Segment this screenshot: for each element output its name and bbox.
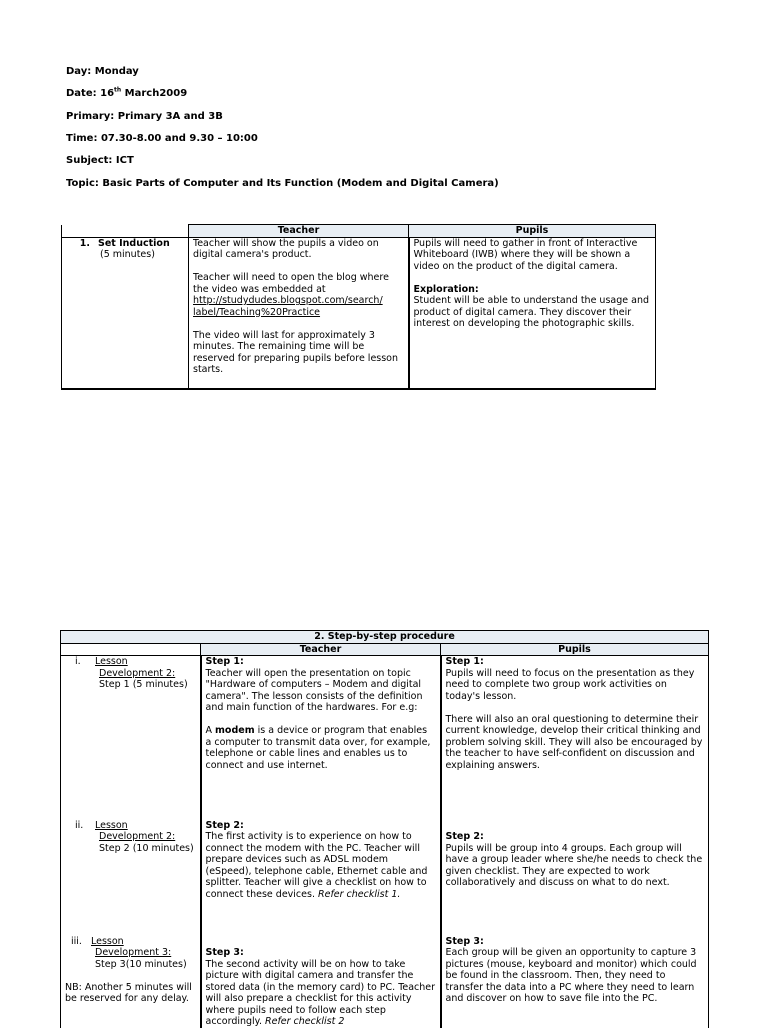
time-line: Time: 07.30-8.00 and 9.30 – 10:00 [66, 133, 258, 144]
date-line: Date: 16th March2009 [66, 86, 188, 99]
set-induction-pupils-cell: Pupils will need to gather in front of Interactive Whiteboard (IWB) where they will be shown a video on the product of the digital camera. Exploration: Student will be able to understand the usage and product of digital camera. They discover their interest on developing the photographic skills. [409, 237, 656, 389]
step-by-step-table [60, 630, 709, 1028]
table1-header-pupils: Pupils [409, 225, 656, 238]
step-by-step-title: 2. Step-by-step procedure [61, 631, 709, 644]
set-induction-duration: (5 minutes) [100, 249, 155, 260]
pupils-step-cell: Step 3: Each group will be given an opportunity to capture 3 pictures (mouse, keyboard and monitor) which could be found in the classroom. Then, they need to transfer the data into a PC where they need to learn and discover on how to save file into the PC. [441, 936, 709, 1028]
blog-link[interactable]: http://studydudes.blogspot.com/search/ label/Teaching%20Practice [193, 295, 383, 318]
set-induction-table [61, 224, 656, 390]
item-number: 1. [79, 237, 90, 249]
lesson-label-cell: ii. Lesson Development 2: Step 2 (10 minutes) [61, 820, 201, 936]
lesson-label-cell: iii. Lesson Development 3: Step 3(10 minutes) NB: Another 5 minutes will be reserved for any delay. [61, 936, 201, 1028]
lesson-label-cell: i. Lesson Development 2: Step 1 (5 minutes) [61, 656, 201, 820]
table1-blank-header [62, 225, 189, 238]
table2-header-teacher: Teacher [201, 643, 441, 656]
set-induction-label-cell [62, 237, 189, 389]
pupils-step-cell: Step 1: Pupils will need to focus on the presentation as they need to complete two group work activities on today's lesson. There will also an oral questioning to determine their current knowledge, develop their critical thinking and problem solving skill. They will also be encouraged by the teacher to have self-confident on discussion and explaining answers. [441, 656, 709, 820]
subject-line: Subject: ICT [66, 155, 134, 166]
table1-header-teacher: Teacher [189, 225, 409, 238]
teacher-step-cell: Step 1: Teacher will open the presentation on topic "Hardware of computers – Modem and digital camera". The lesson consists of the definition and main function of the hardwares. For e.g: A modem is a device or program that enables a computer to transmit data over, for example, telephone or cable lines and enables us to connect and use internet. [201, 656, 441, 820]
table2-blank-header [61, 643, 201, 656]
delay-note: NB: Another 5 minutes will be reserved for any delay. [65, 981, 192, 1004]
primary-line: Primary: Primary 3A and 3B [66, 111, 223, 122]
day-line: Day: Monday [66, 66, 139, 77]
teacher-step-cell: Step 2: The first activity is to experience on how to connect the modem with the PC. Teacher will prepare devices such as ADSL modem (eSpeed), telephone cable, Ethernet cable and splitter. Teacher will give a checklist on how to connect these devices. Refer checklist 1. [201, 820, 441, 936]
pupils-step-cell: Step 2: Pupils will be group into 4 groups. Each group will have a group leader where she/he needs to check the given checklist. They are expected to work collaboratively and discuss on what to do next. [441, 820, 709, 936]
set-induction-title: Set Induction [98, 237, 170, 249]
topic-line: Topic: Basic Parts of Computer and Its Function (Modem and Digital Camera) [66, 178, 499, 189]
teacher-step-cell: Step 3: The second activity will be on how to take picture with digital camera and transfer the stored data (in the memory card) to PC. Teacher will also prepare a checklist for this activity where pupils need to follow each step accordingly. Refer checklist 2 [201, 936, 441, 1028]
set-induction-teacher-cell: Teacher will show the pupils a video on digital camera's product. Teacher will need to open the blog where the video was embedded at http://studydudes.blogspot.com/search/ label/Teaching%20Practice The video will last for approximately 3 minutes. The remaining time will be reserved for preparing pupils before lesson starts. [189, 237, 409, 389]
table2-header-pupils: Pupils [441, 643, 709, 656]
exploration-heading: Exploration: [413, 283, 479, 295]
